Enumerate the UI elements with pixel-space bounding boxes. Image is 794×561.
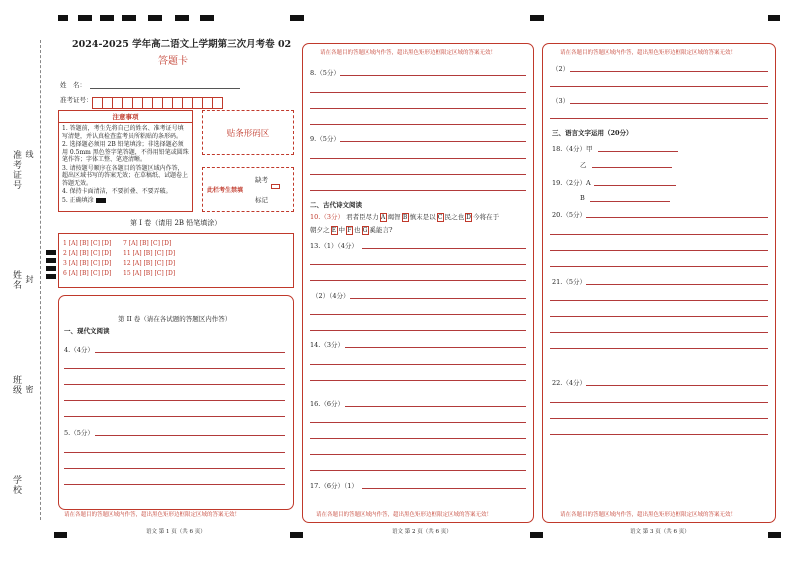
answer-line <box>570 103 768 104</box>
answer-line <box>310 330 526 331</box>
answer-line <box>345 406 526 407</box>
answer-line <box>64 452 285 453</box>
answer-line <box>598 151 678 152</box>
reg-mark <box>530 532 543 538</box>
answer-line <box>64 368 285 369</box>
name-field[interactable] <box>90 88 240 89</box>
q17-1-label: 17.（6分）（1） <box>310 482 358 490</box>
q10-text: 竭智 <box>387 213 401 221</box>
choice-row[interactable]: 2 [A] [B] [C] [D] <box>63 250 112 257</box>
answer-line <box>340 75 526 76</box>
absent-box <box>202 167 294 212</box>
reg-mark <box>46 258 56 263</box>
answer-line <box>550 234 768 235</box>
filled-sample <box>96 198 106 203</box>
reg-mark <box>175 15 189 21</box>
side-class-label: 班级 <box>11 375 21 395</box>
q14-label: 14.（3分） <box>310 341 344 349</box>
q13-1-label: 13.（1）（4分） <box>310 242 358 250</box>
q10-option[interactable]: C <box>437 214 443 221</box>
absent-mark-2: 标记 <box>255 196 268 204</box>
answer-line <box>550 86 768 87</box>
answer-line <box>362 248 526 249</box>
barcode-area <box>202 110 294 155</box>
answer-line <box>64 468 285 469</box>
q16-label: 16.（6分） <box>310 400 344 408</box>
notice-box <box>58 110 193 212</box>
answer-line <box>340 141 526 142</box>
answer-line <box>310 174 526 175</box>
part2-heading: 二、古代诗文阅读 <box>310 201 362 209</box>
answer-line <box>550 402 768 403</box>
notice-item: 1. 答题前，考生先将自己的姓名、准考证号填写清楚，并认真检查监考员所粘贴的条形码。 <box>62 125 184 140</box>
answer-line <box>310 470 526 471</box>
notice-item: 3. 请按题号顺序在各题目的答题区域内作答，超出区域书写的答案无效；在草稿纸、试题卷上答题无效。 <box>62 164 189 187</box>
q10-text: 朝夕之 <box>310 226 330 234</box>
q22-label: 22.（4分） <box>552 379 586 387</box>
part1-heading: 一、现代文阅读 <box>64 327 110 335</box>
q8-label: 8.（5分） <box>310 69 340 77</box>
q10-option[interactable]: B <box>402 214 408 221</box>
section1-title: 第 I 卷（请用 2B 铅笔填涂） <box>130 219 222 227</box>
q10-row-2 <box>310 225 393 235</box>
answer-line <box>310 92 526 93</box>
q10-option[interactable]: A <box>380 214 386 221</box>
q18-label: 18.（4分）甲 <box>552 145 593 153</box>
answer-line <box>95 435 285 436</box>
q17-3-label: （3） <box>552 97 570 105</box>
part3-heading: 三、语言文字运用（20分） <box>552 129 633 137</box>
page-footer-2: 语文 第 2 页（共 6 页） <box>392 529 452 535</box>
q10-text: 慎末是以 <box>409 213 436 221</box>
reg-mark <box>78 15 92 21</box>
page-footer-3: 语文 第 3 页（共 6 页） <box>630 529 690 535</box>
answer-line <box>592 167 672 168</box>
q4-label: 4.（4分） <box>64 346 94 354</box>
answer-line <box>550 418 768 419</box>
answer-line <box>64 400 285 401</box>
reg-mark <box>46 274 56 279</box>
answer-line <box>310 364 526 365</box>
answer-line <box>64 384 285 385</box>
answer-line <box>550 300 768 301</box>
answer-line <box>310 422 526 423</box>
answer-line <box>550 348 768 349</box>
q19-label: 19.（2分）A <box>552 179 591 187</box>
reg-mark <box>54 532 67 538</box>
barcode-label: 贴条形码区 <box>226 128 270 139</box>
q19-b-label: B <box>580 194 585 202</box>
id-label: 准考证号： <box>60 96 93 104</box>
exam-title: 2024-2025 学年高二语文上学期第三次月考卷 02 <box>72 39 292 50</box>
answer-line <box>586 385 768 386</box>
binding-line <box>40 40 41 520</box>
reg-mark <box>46 266 56 271</box>
answer-line <box>594 185 676 186</box>
reg-mark <box>46 250 56 255</box>
q10-option[interactable]: E <box>331 227 337 234</box>
answer-line <box>586 284 768 285</box>
reg-mark <box>200 15 214 21</box>
answer-line <box>310 454 526 455</box>
reg-mark <box>148 15 162 21</box>
choice-row[interactable]: 7 [A] [B] [C] [D] <box>123 240 172 247</box>
notice-item: 5. 正确填涂 <box>62 196 94 204</box>
answer-line <box>64 416 285 417</box>
choice-row[interactable]: 3 [A] [B] [C] [D] <box>63 260 112 267</box>
notice-title: 注意事项 <box>59 111 192 123</box>
answer-line <box>64 484 285 485</box>
q10-option[interactable]: G <box>362 227 368 234</box>
reg-mark <box>290 15 304 21</box>
name-label: 姓 名： <box>60 81 86 89</box>
answer-line <box>310 380 526 381</box>
answer-line <box>310 264 526 265</box>
reg-mark <box>290 532 303 538</box>
answer-line <box>550 332 768 333</box>
warning-text: 请在各题目的答题区域内作答，超出黑色矩形边框限定区域的答案无效！ <box>64 512 241 518</box>
answer-card-title: 答题卡 <box>158 56 188 67</box>
answer-line <box>95 352 285 353</box>
q10-text: 中 <box>338 226 345 234</box>
warning-text: 请在各题目的答题区域内作答，超出黑色矩形边框限定区域的答案无效！ <box>316 512 493 518</box>
q20-label: 20.（5分） <box>552 211 586 219</box>
answer-line <box>550 434 768 435</box>
answer-line <box>310 190 526 191</box>
warning-text: 请在各题目的答题区域内作答，超出黑色矩形边框限定区域的答案无效！ <box>560 50 737 56</box>
choice-row[interactable]: 12 [A] [B] [C] [D] <box>123 260 176 267</box>
answer-line <box>310 314 526 315</box>
side-line-text: 线 <box>25 150 34 159</box>
notice-item: 2. 选择题必须用 2B 铅笔填涂；非选择题必须用 0.5mm 黑色签字笔答题，不得用铅笔或圆珠笔作答；字体工整、笔迹清晰。 <box>62 141 189 163</box>
q10-label: 10.（3分） <box>310 213 344 221</box>
answer-line <box>550 118 768 119</box>
reg-mark <box>58 15 68 21</box>
q10-text: 君者臣尽力 <box>346 213 379 221</box>
side-name-label: 姓名 <box>11 270 21 290</box>
q10-text: 奚能言? <box>369 226 393 234</box>
q13-2-label: （2）（4分） <box>312 292 350 300</box>
warning-text: 请在各题目的答题区域内作答，超出黑色矩形边框限定区域的答案无效！ <box>320 50 497 56</box>
q10-row-1 <box>310 212 499 222</box>
q21-label: 21.（5分） <box>552 278 586 286</box>
q10-option[interactable]: D <box>466 214 471 221</box>
side-school-label: 学校 <box>11 475 21 495</box>
reg-mark <box>530 15 544 21</box>
q10-text: 也 <box>354 226 361 234</box>
page-footer-1: 语文 第 1 页（共 6 页） <box>146 529 206 535</box>
q10-option[interactable]: F <box>347 227 352 234</box>
id-grid[interactable] <box>92 92 222 111</box>
answer-line <box>550 250 768 251</box>
answer-line <box>362 488 526 489</box>
q9-label: 9.（5分） <box>310 135 340 143</box>
absent-mark-1: 缺考 <box>255 176 268 184</box>
column2-box <box>302 43 534 523</box>
q10-text: 民之也 <box>444 213 465 221</box>
q10-text: 今将在于 <box>473 213 500 221</box>
side-id-label: 准考证号 <box>11 150 21 190</box>
answer-line <box>550 266 768 267</box>
warning-text: 请在各题目的答题区域内作答，超出黑色矩形边框限定区域的答案无效！ <box>560 512 737 518</box>
reg-mark <box>768 15 780 21</box>
choice-row[interactable]: 15 [A] [B] [C] [D] <box>123 270 176 277</box>
reg-mark <box>122 15 136 21</box>
side-seal-text: 封 <box>25 275 34 284</box>
answer-line <box>550 316 768 317</box>
notice-item: 4. 保持卡面清洁，不要折叠、不要弄破。 <box>62 188 172 195</box>
section2-title: 第 II 卷（请在各试题的答题区内作答） <box>118 315 232 323</box>
choice-row[interactable]: 1 [A] [B] [C] [D] <box>63 240 112 247</box>
answer-line <box>570 71 768 72</box>
q18-b-label: 乙 <box>580 161 587 169</box>
answer-line <box>350 298 526 299</box>
reg-mark <box>100 15 114 21</box>
absent-label: 此栏考生禁填 <box>207 187 244 194</box>
side-secret-text: 密 <box>25 385 34 394</box>
answer-line <box>310 438 526 439</box>
answer-line <box>310 158 526 159</box>
absent-checkbox[interactable] <box>271 184 280 189</box>
q17-2-label: （2） <box>552 65 570 73</box>
answer-line <box>590 201 670 202</box>
answer-line <box>310 124 526 125</box>
reg-mark <box>768 532 781 538</box>
q5-label: 5.（5分） <box>64 429 94 437</box>
answer-line <box>345 347 526 348</box>
answer-line <box>586 217 768 218</box>
choice-row[interactable]: 6 [A] [B] [C] [D] <box>63 270 112 277</box>
answer-line <box>310 108 526 109</box>
answer-line <box>310 280 526 281</box>
choice-box <box>58 233 294 288</box>
choice-row[interactable]: 11 [A] [B] [C] [D] <box>123 250 176 257</box>
